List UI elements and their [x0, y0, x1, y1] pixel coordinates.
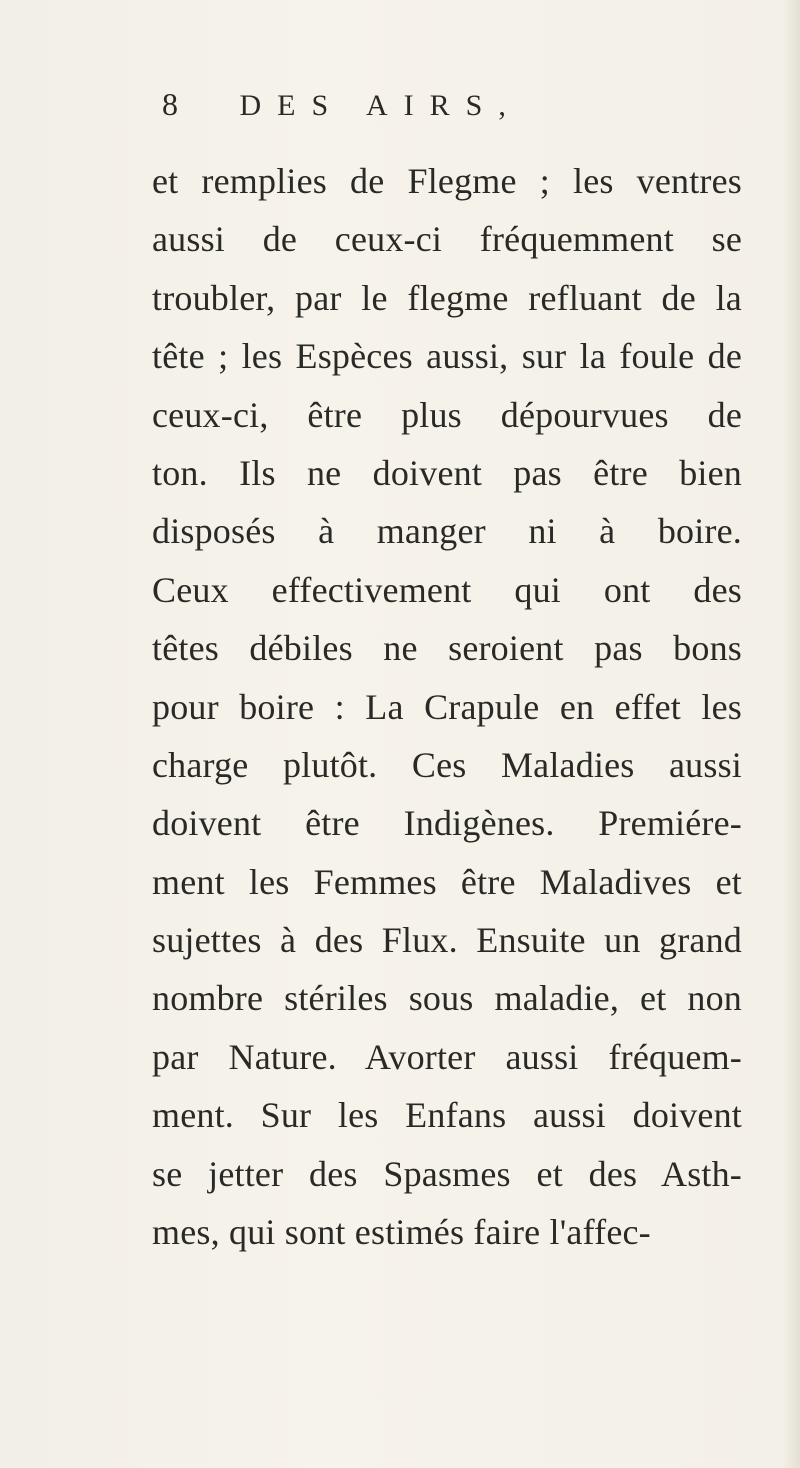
page-edge-shadow	[782, 0, 800, 1468]
text-line: ment. Sur les Enfans aussi doivent	[152, 1095, 742, 1136]
text-line: par Nature. Avorter aussi fréquem-	[152, 1036, 742, 1077]
text-line: tête ; les Espèces aussi, sur la foule de	[152, 336, 742, 377]
text-line: ment les Femmes être Maladives et	[152, 861, 742, 902]
text-line: ton. Ils ne doivent pas être bien	[152, 452, 742, 493]
text-line: Ceux effectivement qui ont des	[152, 569, 742, 610]
text-line: doivent être Indigènes. Premiére-	[152, 803, 742, 844]
text-line: nombre stériles sous maladie, et non	[152, 978, 742, 1019]
text-line: se jetter des Spasmes et des Asth-	[152, 1153, 742, 1194]
page-number: 8	[162, 86, 178, 122]
text-line: sujettes à des Flux. Ensuite un grand	[152, 920, 742, 961]
running-title: DES AIRS,	[239, 89, 522, 122]
text-line: et remplies de Flegme ; les ventres	[152, 161, 742, 201]
text-line: pour boire : La Crapule en effet les	[152, 686, 742, 727]
text-line: ceux-ci, être plus dépourvues de	[152, 394, 742, 435]
body-text	[152, 152, 742, 1261]
text-line: aussi de ceux-ci fréquemment se	[152, 219, 742, 260]
running-head	[162, 74, 722, 134]
text-line: charge plutôt. Ces Maladies aussi	[152, 744, 742, 785]
text-line: troubler, par le flegme refluant de la	[152, 277, 742, 318]
text-line: mes, qui sont estimés faire l'affec-	[152, 1212, 651, 1253]
text-line: têtes débiles ne seroient pas bons	[152, 628, 742, 669]
text-line: disposés à manger ni à boire.	[152, 511, 742, 552]
